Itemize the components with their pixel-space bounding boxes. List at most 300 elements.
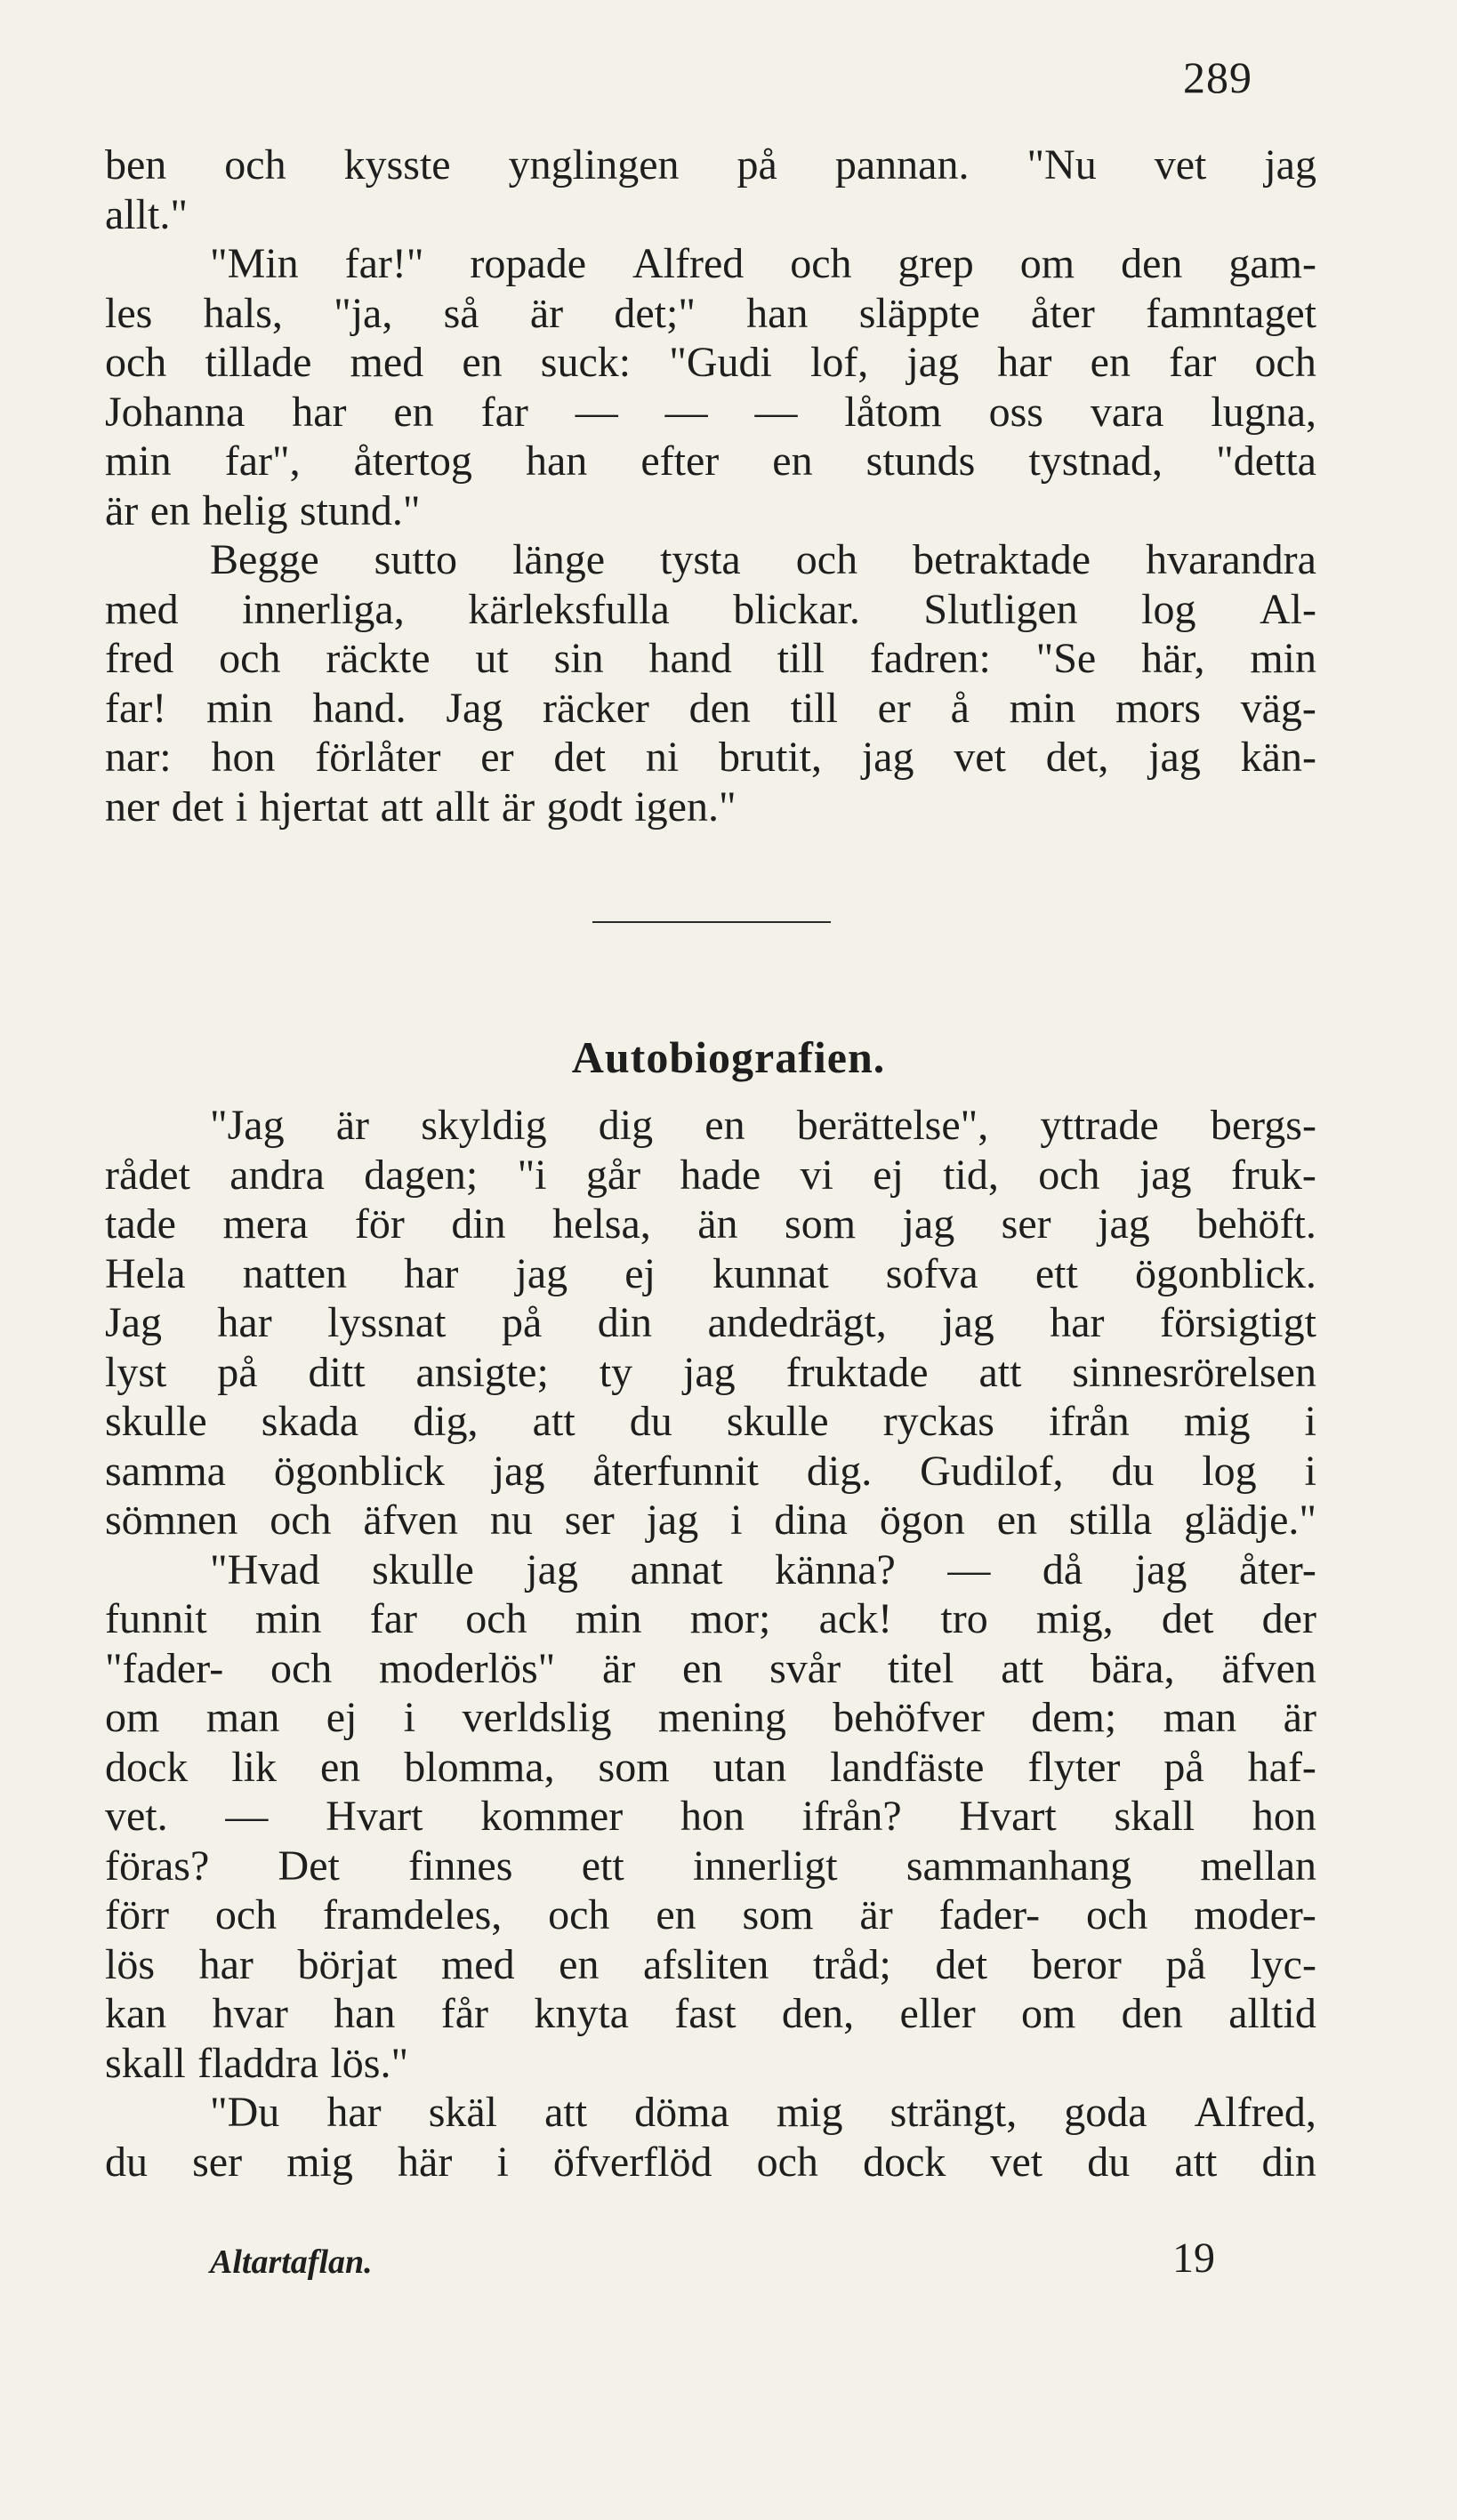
word: stilla: [1068, 1497, 1153, 1544]
word: han: [746, 289, 809, 337]
word: och: [105, 339, 167, 386]
word: hand: [648, 635, 732, 682]
word: —: [947, 1545, 991, 1593]
text-line: [105, 388, 1316, 437]
word: räcker: [542, 684, 649, 732]
word: er: [480, 734, 514, 781]
word: der: [1261, 1595, 1316, 1642]
word: är: [602, 1644, 636, 1692]
word: skäl: [428, 2089, 498, 2136]
text-line: [105, 1594, 1316, 1644]
word: försigtigt: [1159, 1299, 1316, 1346]
word: annat: [630, 1545, 723, 1593]
word: lugna,: [1211, 388, 1316, 436]
word: förlåter: [315, 734, 441, 781]
word: funnit: [105, 1595, 207, 1642]
word: en: [1090, 339, 1131, 386]
word: Hela: [105, 1249, 186, 1297]
word: haf-: [1247, 1743, 1316, 1791]
text-line: [105, 1151, 1316, 1200]
word: hand.: [312, 684, 407, 732]
word: du: [105, 2138, 148, 2186]
word: skulle: [105, 1398, 207, 1445]
word: jag: [1148, 734, 1201, 781]
text-line: [105, 1101, 1316, 1151]
word: räckte: [326, 635, 431, 682]
word: kysste: [343, 141, 451, 189]
word: natten: [242, 1249, 347, 1297]
word: och: [1254, 339, 1316, 386]
word: dock: [863, 2138, 946, 2186]
word: jag: [1139, 1151, 1192, 1199]
word: och: [795, 536, 858, 583]
word: en: [656, 1891, 696, 1938]
word: ser: [192, 2138, 243, 2186]
word: på: [217, 1348, 258, 1396]
word: om: [1020, 1990, 1076, 2037]
word: släppte: [858, 289, 980, 337]
word: "fader-: [105, 1644, 224, 1692]
text-line: [105, 634, 1316, 684]
word: ögonblick: [273, 1447, 445, 1495]
text-line: [105, 535, 1316, 585]
word: "Se: [1035, 635, 1097, 682]
word: är: [529, 289, 564, 337]
word: Alfred: [632, 240, 745, 287]
word: mig: [1183, 1398, 1251, 1445]
word: han: [525, 437, 588, 485]
word: din: [1261, 2138, 1316, 2186]
word: yttrade: [1040, 1102, 1159, 1149]
word: den: [688, 684, 751, 732]
word: tysta: [660, 536, 741, 583]
word: far!: [105, 684, 167, 732]
word: är: [105, 486, 139, 534]
word: får: [440, 1990, 489, 2037]
text-line: [105, 1890, 1316, 1940]
word: gam-: [1228, 240, 1316, 287]
word: jag: [526, 1545, 578, 1593]
word: en: [704, 1102, 745, 1149]
word: dina: [774, 1497, 848, 1544]
word: det,: [1045, 734, 1109, 781]
word: tystnad,: [1028, 437, 1163, 485]
word: i: [235, 782, 248, 831]
word: är: [1283, 1694, 1316, 1741]
word: Det: [278, 1842, 340, 1890]
word: jag: [906, 339, 960, 386]
word: det: [171, 782, 224, 831]
word: kunnat: [712, 1249, 829, 1297]
text-line: [105, 1447, 1316, 1497]
word: ej: [873, 1151, 904, 1199]
word: så: [443, 289, 479, 337]
word: mera: [222, 1200, 309, 1248]
word: helig: [202, 486, 288, 534]
word: svår: [769, 1644, 841, 1692]
word: landfäste: [830, 1743, 985, 1791]
section-heading: Autobiografien.: [571, 1032, 886, 1082]
word: Jag: [105, 1299, 162, 1346]
word: din: [597, 1299, 653, 1346]
word: här,: [1141, 635, 1205, 682]
word: log: [1141, 585, 1196, 633]
word: har: [997, 339, 1052, 386]
word: det;": [614, 289, 696, 337]
word: ryckas: [882, 1398, 994, 1445]
word: än: [697, 1200, 738, 1248]
word: fred: [105, 635, 174, 682]
word: sutto: [374, 536, 458, 583]
word: på: [1165, 1940, 1206, 1988]
word: grep: [898, 240, 974, 287]
word: som: [598, 1743, 670, 1791]
word: er: [877, 684, 911, 732]
word: Gudilof,: [920, 1447, 1064, 1495]
word: ifrån: [1049, 1398, 1130, 1445]
word: som: [742, 1891, 814, 1938]
word: och: [756, 2138, 818, 2186]
word: man: [1163, 1694, 1237, 1741]
word: Al-: [1259, 585, 1316, 633]
word: hals,: [203, 289, 283, 337]
word: föras?: [105, 1842, 210, 1890]
word: jag: [1098, 1200, 1150, 1248]
word: berättelse",: [796, 1102, 989, 1149]
text-line: [105, 486, 1316, 536]
word: allt.": [105, 190, 188, 238]
word: vet: [954, 734, 1006, 781]
word: min: [105, 437, 172, 485]
word: vet: [1154, 141, 1207, 189]
word: kän-: [1240, 734, 1316, 781]
word: kommer: [480, 1793, 624, 1840]
word: min: [1009, 684, 1076, 732]
word: "Min: [210, 240, 299, 287]
section-divider: [592, 921, 831, 923]
word: ner: [105, 782, 160, 831]
word: glädje.": [1184, 1497, 1316, 1544]
word: Slutligen: [923, 585, 1078, 633]
word: ut: [475, 635, 509, 682]
word: min: [254, 1595, 322, 1642]
word: hon: [211, 734, 276, 781]
word: i: [496, 2138, 509, 2186]
word: ett: [581, 1842, 624, 1890]
word: famntaget: [1146, 289, 1316, 337]
word: din: [451, 1200, 506, 1248]
word: äfven: [1221, 1644, 1316, 1692]
text-line: [105, 2088, 1316, 2138]
word: dig,: [413, 1398, 479, 1445]
word: låtom: [844, 388, 942, 436]
word: —: [575, 388, 618, 436]
text-line: [105, 1200, 1316, 1249]
word: den,: [781, 1990, 855, 2037]
word: döma: [634, 2089, 729, 2136]
word: ögonblick.: [1134, 1249, 1316, 1297]
text-line: [105, 1496, 1316, 1545]
word: lyst: [105, 1348, 167, 1396]
word: titel: [887, 1644, 954, 1692]
word: tillade: [205, 339, 312, 386]
word: sammanhang: [906, 1842, 1132, 1890]
word: på: [501, 1299, 543, 1346]
word: en: [149, 486, 191, 534]
word: åter: [1030, 289, 1095, 337]
word: samma: [105, 1447, 226, 1495]
word: ack!: [818, 1595, 893, 1642]
text-line: [105, 782, 1316, 832]
word: å: [950, 684, 970, 732]
word: länge: [512, 536, 606, 583]
word: jag: [902, 1200, 955, 1248]
text-line: [105, 1545, 1316, 1595]
word: ditt: [308, 1348, 366, 1396]
word: med: [350, 339, 424, 386]
word: "Du: [210, 2089, 280, 2136]
text-line: [105, 1940, 1316, 1990]
word: andedrägt,: [707, 1299, 887, 1346]
word: dig: [598, 1102, 654, 1149]
word: den: [1121, 1990, 1183, 2037]
text-line: [105, 585, 1316, 635]
word: far: [480, 388, 528, 436]
word: ser: [1001, 1200, 1051, 1248]
word: andra: [229, 1151, 325, 1199]
word: moderlös": [379, 1644, 556, 1692]
word: lyc-: [1250, 1940, 1316, 1988]
word: jag: [515, 1249, 568, 1297]
word: mor;: [689, 1595, 771, 1642]
word: i: [403, 1694, 416, 1741]
word: "i: [517, 1151, 547, 1199]
word: du: [1087, 2138, 1131, 2186]
word: jag: [942, 1299, 994, 1346]
word: igen.": [634, 782, 737, 831]
word: dem;: [1031, 1694, 1117, 1741]
word: på: [737, 141, 777, 189]
word: tade: [105, 1200, 176, 1248]
word: en: [393, 388, 434, 436]
word: min: [1250, 635, 1316, 682]
word: mellan: [1200, 1842, 1316, 1890]
word: med: [440, 1940, 515, 1988]
word: skada: [261, 1398, 359, 1445]
word: skyldig: [421, 1102, 547, 1149]
word: ropade: [470, 240, 586, 287]
text-line: [105, 1644, 1316, 1694]
word: i: [730, 1497, 743, 1544]
word: börjat: [297, 1940, 398, 1988]
word: rådet: [105, 1151, 190, 1199]
word: far: [1169, 339, 1217, 386]
word: äfven: [363, 1497, 458, 1544]
word: helsa,: [552, 1200, 651, 1248]
word: sofva: [885, 1249, 978, 1297]
word: ögon: [879, 1497, 965, 1544]
word: mening: [657, 1694, 786, 1741]
text-line: [105, 1693, 1316, 1743]
word: —: [754, 388, 798, 436]
word: den: [1121, 240, 1183, 287]
word: en: [682, 1644, 723, 1692]
word: jag: [1264, 141, 1316, 189]
word: det: [935, 1940, 988, 1988]
word: han: [334, 1990, 396, 2037]
word: beror: [1031, 1940, 1122, 1988]
word: far: [369, 1595, 418, 1642]
word: känna?: [774, 1545, 896, 1593]
word: "detta: [1216, 437, 1316, 485]
word: behöfver: [833, 1694, 985, 1741]
word: bergs-: [1210, 1102, 1316, 1149]
text-line: [105, 1298, 1316, 1348]
text-line: [105, 1989, 1316, 2039]
word: är: [859, 1891, 893, 1938]
word: utan: [712, 1743, 787, 1791]
word: ty: [599, 1348, 633, 1396]
word: i: [1304, 1398, 1316, 1445]
word: Jag: [446, 684, 503, 732]
word: nu: [489, 1497, 533, 1544]
word: tråd;: [812, 1940, 891, 1988]
word: då: [1042, 1545, 1083, 1593]
word: vara: [1090, 388, 1164, 436]
word: väg-: [1240, 684, 1316, 732]
word: jag: [492, 1447, 545, 1495]
word: att: [380, 782, 423, 831]
word: "Gudi: [669, 339, 772, 386]
word: med: [105, 585, 179, 633]
word: strängt,: [889, 2089, 1018, 2136]
word: har: [217, 1299, 272, 1346]
word: hvar: [212, 1990, 288, 2037]
word: och: [270, 1497, 332, 1544]
word: mig: [776, 2089, 843, 2136]
word: en: [319, 1743, 361, 1791]
word: man: [205, 1694, 280, 1741]
word: går: [585, 1151, 641, 1199]
word: fruktade: [785, 1348, 929, 1396]
word: —: [225, 1793, 269, 1840]
word: les: [105, 289, 153, 337]
word: ser: [564, 1497, 615, 1544]
word: som: [785, 1200, 857, 1248]
word: skall: [1114, 1793, 1195, 1840]
text-line: [105, 1842, 1316, 1891]
footer-book-title: Altartaflan.: [210, 2243, 373, 2281]
footer-signature-mark: 19: [1172, 2235, 1215, 2282]
word: har: [198, 1940, 254, 1988]
word: åter-: [1238, 1545, 1316, 1593]
word: tid,: [943, 1151, 999, 1199]
word: kärleksfulla: [468, 585, 670, 633]
word: och: [224, 141, 286, 189]
word: det: [1161, 1595, 1214, 1642]
text-line: [105, 437, 1316, 486]
word: dock: [105, 1743, 189, 1791]
word: ej: [624, 1249, 656, 1297]
word: att: [978, 1348, 1022, 1396]
word: —: [664, 388, 708, 436]
word: dagen;: [364, 1151, 479, 1199]
word: "Hvad: [210, 1545, 320, 1593]
word: förr: [105, 1891, 169, 1938]
word: till: [790, 684, 838, 732]
text-line: [105, 338, 1316, 388]
word: ett: [1034, 1249, 1078, 1297]
word: stunds: [865, 437, 976, 485]
word: du: [1111, 1447, 1155, 1495]
word: ifrån?: [801, 1793, 902, 1840]
word: fast: [674, 1990, 737, 2037]
word: hvarandra: [1146, 536, 1316, 583]
word: dig.: [806, 1447, 873, 1495]
word: om: [105, 1694, 160, 1741]
word: min: [205, 684, 273, 732]
word: en: [996, 1497, 1038, 1544]
word: vet: [990, 2138, 1043, 2186]
word: ynglingen: [508, 141, 680, 189]
word: återfunnit: [592, 1447, 759, 1495]
text-line: [105, 190, 1316, 240]
word: stund.": [299, 486, 421, 534]
word: knyta: [534, 1990, 629, 2037]
word: en: [772, 437, 813, 485]
word: återtog: [353, 437, 472, 485]
text-line: [105, 2039, 1316, 2089]
word: och: [1086, 1891, 1148, 1938]
word: min: [575, 1595, 642, 1642]
word: verldslig: [462, 1694, 612, 1741]
word: jag: [683, 1348, 736, 1396]
word: far!": [344, 240, 424, 287]
word: pannan.: [834, 141, 970, 189]
word: lös.": [330, 2039, 409, 2087]
word: mors: [1115, 684, 1201, 732]
text-line: [105, 1397, 1316, 1447]
word: sinnesrörelsen: [1072, 1348, 1316, 1396]
word: en: [559, 1940, 600, 1988]
word: kan: [105, 1990, 167, 2037]
word: fladdra: [197, 2039, 319, 2087]
word: hon: [1252, 1793, 1316, 1840]
word: lik: [231, 1743, 277, 1791]
word: att: [1174, 2138, 1218, 2186]
word: en: [462, 339, 503, 386]
word: har: [326, 2089, 382, 2136]
word: att: [1001, 1644, 1044, 1692]
word: behöft.: [1196, 1200, 1316, 1248]
word: alltid: [1228, 1990, 1316, 2037]
word: du: [629, 1398, 672, 1445]
word: suck:: [540, 339, 632, 386]
word: är: [335, 1102, 370, 1149]
word: vi: [800, 1151, 833, 1199]
word: och: [214, 1891, 278, 1938]
word: fadren:: [869, 635, 991, 682]
word: lof,: [809, 339, 869, 386]
word: hon: [680, 1793, 745, 1840]
word: har: [1050, 1299, 1105, 1346]
word: mig: [286, 2138, 353, 2186]
word: Begge: [210, 536, 319, 583]
word: mig,: [1035, 1595, 1114, 1642]
word: sin: [553, 635, 604, 682]
word: far",: [224, 437, 301, 485]
word: ben: [105, 141, 167, 189]
